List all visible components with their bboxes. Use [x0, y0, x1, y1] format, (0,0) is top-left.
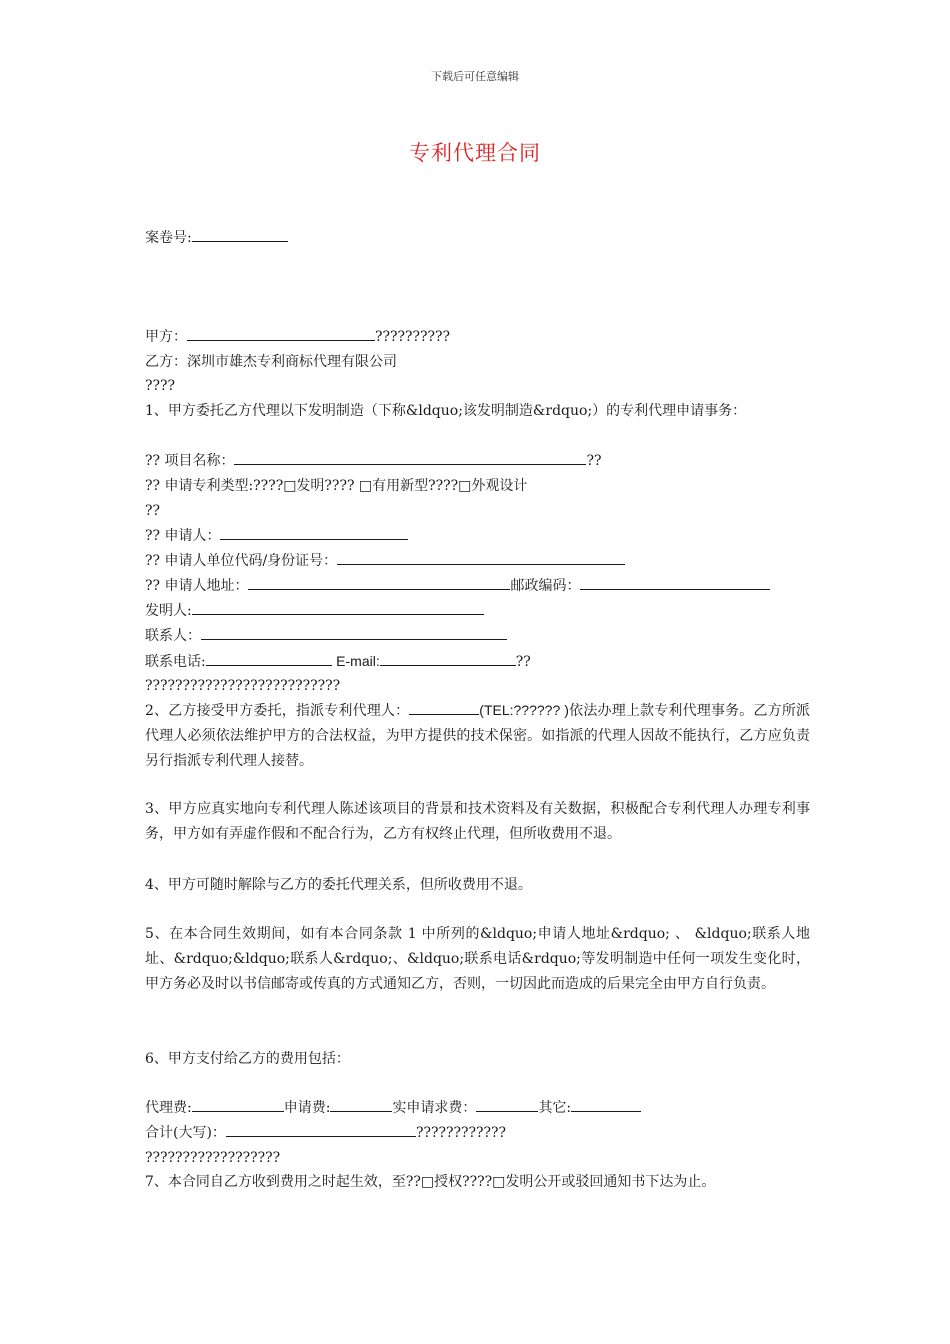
case-number-blank [192, 227, 288, 242]
application-fee-blank [330, 1097, 392, 1112]
project-name-label: ?? 项目名称： [145, 453, 235, 469]
postal-code-blank [580, 575, 770, 590]
project-name-blank [234, 450, 586, 465]
contact-blank [201, 625, 507, 640]
clause-1: 1、甲方委托乙方代理以下发明制造（下称&ldquo;该发明制造&rdquo;）的专利代理申请事务： [145, 403, 747, 419]
applicant-code-blank [337, 550, 625, 565]
party-a-suffix: ?????????? [375, 329, 451, 345]
total-label: 合计(大写)： [145, 1125, 226, 1141]
clause-4: 4、甲方可随时解除与乙方的委托代理关系，但所收费用不退。 [145, 877, 532, 893]
inventor-line [145, 599, 484, 623]
party-b-line: 乙方：深圳市雄杰专利商标代理有限公司 [145, 354, 397, 370]
email-blank [380, 651, 516, 666]
exam-fee-label: 实申请求费： [392, 1100, 477, 1116]
clause-5: 5、在本合同生效期间，如有本合同条款 1 中所列的&ldquo;申请人地址&rdquo; 、 &ldquo;联系人地址、&rdquo;&ldquo;联系人&rdquo;、&ldquo;联系电话&rdquo;等发明制造中任何一项发生变化时，甲方务必及时以书信邮寄或传真的方式通知乙方，否则，一切因此而造成的后果完全由甲方自行负责。 [145, 926, 810, 992]
clause-2-prefix: 2、乙方接受甲方委托，指派专利代理人： [145, 703, 410, 719]
project-name-line [145, 449, 601, 473]
placeholder-line-3: ?????????????????????????? [145, 678, 341, 694]
placeholder-line-1: ???? [145, 378, 176, 394]
fees-line [145, 1096, 641, 1120]
contact-phone-line [145, 649, 531, 674]
clause-3: 3、甲方应真实地向专利代理人陈述该项目的背景和技术资料及有关数据，积极配合专利代理人办理专利事务，甲方如有弄虚作假和不配合行为，乙方有权终止代理，但所收费用不退。 [145, 801, 810, 842]
other-fee-label: 其它: [538, 1100, 572, 1116]
total-blank [226, 1122, 416, 1137]
applicant-code-line [145, 549, 625, 573]
agent-name-blank [409, 700, 479, 715]
clause-6: 6、甲方支付给乙方的费用包括： [145, 1051, 350, 1067]
applicant-code-label: ?? 申请人单位代码/身份证号： [145, 553, 338, 569]
contact-phone-blank [206, 651, 332, 666]
contact-label: 联系人： [145, 628, 201, 644]
clause-2-rest: 依法办理上款专利代理事务。乙方所派代理人必须依法维护甲方的合法权益，为甲方提供的技术保密。如指派的代理人因故不能执行，乙方应负责另行指派专利代理人接替。 [145, 703, 811, 769]
applicant-line [145, 524, 408, 548]
other-fee-blank [571, 1097, 641, 1112]
party-a-line [145, 325, 450, 349]
contact-phone-suffix: ?? [515, 654, 531, 670]
applicant-address-label: ?? 申请人地址： [145, 578, 249, 594]
inventor-label: 发明人: [145, 603, 192, 619]
clause-2-tel: (TEL:?????? ) [479, 702, 569, 718]
header-note: 下载后可任意编辑 [431, 70, 519, 83]
application-fee-label: 申请费: [283, 1100, 331, 1116]
case-number-line [145, 226, 288, 250]
inventor-blank [192, 600, 484, 615]
party-a-blank [187, 326, 375, 341]
placeholder-line-2: ?? [145, 503, 161, 519]
party-a-label: 甲方： [145, 329, 187, 345]
clause-7: 7、本合同自乙方收到费用之时起生效，至??□授权????□发明公开或驳回通知书下达为止。 [145, 1174, 716, 1190]
agency-fee-label: 代理费: [145, 1100, 192, 1116]
case-number-label: 案卷号: [145, 230, 192, 246]
contact-phone-label: 联系电话: [145, 654, 206, 670]
postal-code-label: 邮政编码： [510, 578, 581, 594]
applicant-address-line [145, 574, 770, 598]
patent-type-line: ?? 申请专利类型:????□发明???? □有用新型????□外观设计 [145, 478, 528, 494]
project-name-suffix: ?? [586, 453, 602, 469]
email-label: E-mail: [336, 653, 380, 669]
document-title: 专利代理合同 [409, 141, 541, 165]
contact-line [145, 624, 507, 648]
applicant-label: ?? 申请人： [145, 528, 221, 544]
placeholder-line-4: ?????????????????? [145, 1150, 281, 1166]
agency-fee-blank [192, 1097, 284, 1112]
total-suffix: ???????????? [415, 1125, 507, 1141]
applicant-address-blank [248, 575, 510, 590]
total-line [145, 1121, 506, 1145]
applicant-blank [220, 525, 408, 540]
clause-2 [145, 698, 810, 774]
exam-fee-blank [476, 1097, 538, 1112]
